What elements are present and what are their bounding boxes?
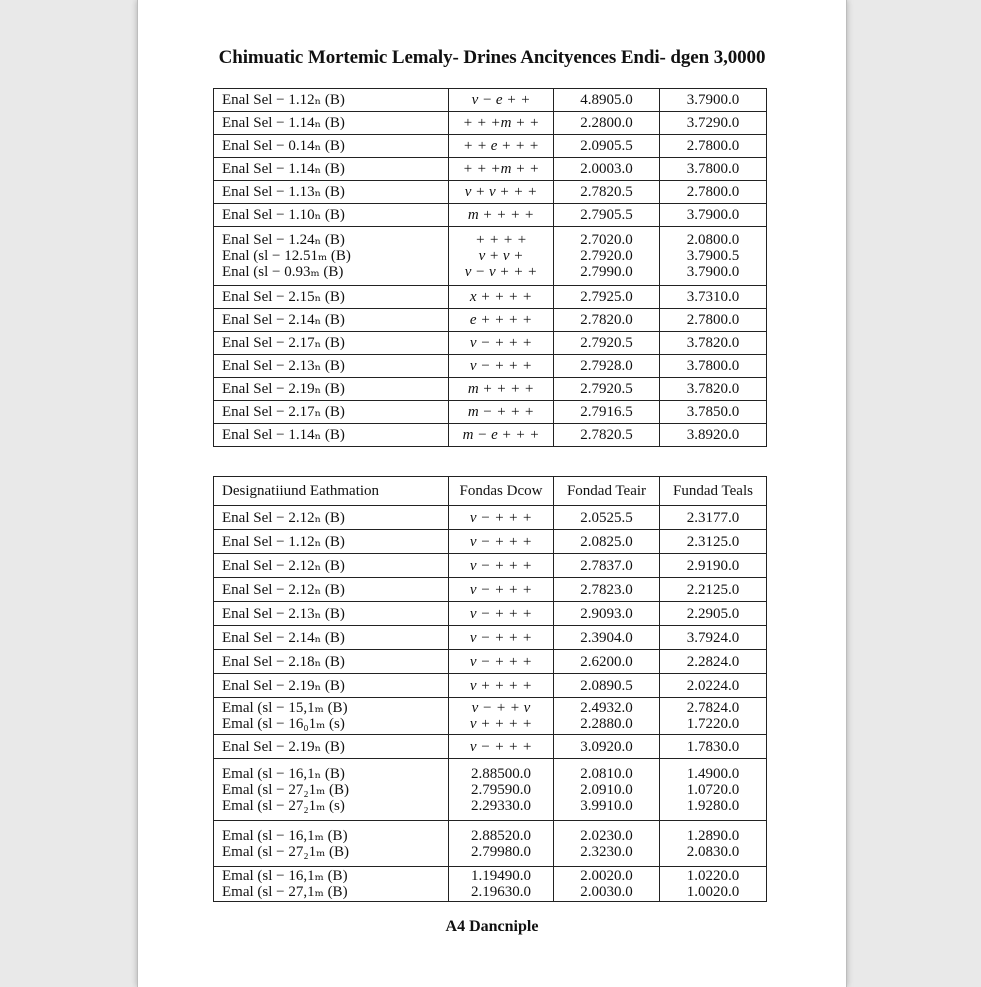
table-cell-fondad-tear (554, 332, 660, 355)
cell-line: Emal (sl − 27₂1ₘ (s) (222, 797, 345, 814)
cell-line: 3.7820.0 (686, 381, 740, 397)
table-cell-fondad-tear (554, 112, 660, 135)
cell-line: v − + + v (471, 700, 531, 716)
cell-line: v − + + + (469, 738, 533, 755)
cell-line: 2.7820.0 (580, 312, 633, 328)
table-cell-designation (214, 112, 449, 135)
cell-line: Enal Sel − 1.13ₙ (B) (222, 184, 345, 200)
table-cell-fundad-teals (660, 674, 767, 698)
cell-line: 2.0910.0 (580, 781, 633, 798)
cell-line: v − v + + + (464, 264, 538, 280)
column-header-fundad-teals: Fundad Teals (660, 477, 767, 506)
cell-line: Enal Sel − 1.14ₙ (B) (222, 161, 345, 177)
table-cell-fondas-dcow (449, 530, 554, 554)
cell-line: 2.7823.0 (580, 581, 633, 598)
cell-line: Enal Sel − 1.24ₙ (B) (222, 232, 345, 248)
table-row (214, 204, 767, 227)
table-cell-designation (214, 530, 449, 554)
table-row (214, 530, 767, 554)
table-row (214, 554, 767, 578)
cell-line: 3.7900.0 (686, 92, 740, 108)
cell-line: v + + + + (469, 716, 533, 732)
cell-line: 2.7800.0 (686, 138, 740, 154)
cell-line: 2.3177.0 (686, 509, 740, 526)
table-cell-designation (214, 578, 449, 602)
table-row (214, 424, 767, 447)
table-cell-fondas-dcow (449, 332, 554, 355)
table-row (214, 759, 767, 821)
data-table-1 (213, 88, 767, 447)
cell-line: 2.79980.0 (471, 843, 531, 860)
cell-line: Enal Sel − 2.19ₙ (B) (222, 381, 345, 397)
cell-line: + + +m + + (462, 115, 540, 131)
cell-line: 2.0003.0 (580, 161, 633, 177)
table-cell-designation (214, 89, 449, 112)
table-cell-designation (214, 698, 449, 735)
table-cell-fondad-tear (554, 355, 660, 378)
document-footer: A4 Dancniple (445, 918, 539, 935)
table-cell-fondas-dcow (449, 112, 554, 135)
cell-line: 3.7924.0 (686, 629, 740, 646)
cell-line: 2.2824.0 (686, 653, 740, 670)
table-cell-fundad-teals (660, 602, 767, 626)
cell-line: Emal (sl − 16,1ₙ (B) (222, 765, 345, 782)
table-cell-designation (214, 158, 449, 181)
cell-line: 3.7800.0 (686, 161, 740, 177)
table-cell-fondad-tear (554, 578, 660, 602)
table-cell-fundad-teals (660, 89, 767, 112)
cell-line: Enal Sel − 0.14ₙ (B) (222, 138, 345, 154)
table-cell-fondad-tear (554, 378, 660, 401)
cell-line: Emal (sl − 27,1ₘ (B) (222, 884, 348, 900)
cell-line: 2.2800.0 (580, 115, 633, 131)
cell-line: 1.0220.0 (686, 868, 740, 884)
table-cell-fondas-dcow (449, 181, 554, 204)
cell-line: 2.0810.0 (580, 765, 633, 782)
table-cell-fondad-tear (554, 181, 660, 204)
cell-line: 2.3904.0 (580, 629, 633, 646)
cell-line: 2.2125.0 (686, 581, 740, 598)
table-cell-fondad-tear (554, 867, 660, 902)
cell-line: 2.7990.0 (580, 264, 633, 280)
cell-line: 2.0030.0 (580, 884, 633, 900)
cell-line: 3.8920.0 (686, 427, 740, 443)
table-cell-fondas-dcow (449, 378, 554, 401)
cell-line: 2.0825.0 (580, 533, 633, 550)
cell-line: 2.6200.0 (580, 653, 633, 670)
table-cell-fondas-dcow (449, 674, 554, 698)
cell-line: v − + + + (469, 581, 533, 598)
cell-line: 2.0905.5 (580, 138, 633, 154)
cell-line: 2.0230.0 (580, 827, 633, 844)
cell-line: 2.7905.5 (580, 207, 633, 223)
cell-line: 2.7928.0 (580, 358, 633, 374)
table-cell-fundad-teals (660, 158, 767, 181)
table-cell-fondad-tear (554, 424, 660, 447)
cell-line: 2.0830.0 (686, 843, 740, 860)
table-cell-designation (214, 867, 449, 902)
table-cell-fundad-teals (660, 135, 767, 158)
table-cell-fondas-dcow (449, 204, 554, 227)
cell-line: 2.3125.0 (686, 533, 740, 550)
data-table-2 (213, 476, 767, 902)
cell-line: m + + + + (467, 207, 535, 223)
table-cell-fundad-teals (660, 112, 767, 135)
cell-line: 2.88500.0 (471, 765, 531, 782)
cell-line: v − + + + (469, 629, 533, 646)
cell-line: Enal Sel − 2.14ₙ (B) (222, 629, 345, 646)
table-cell-fondad-tear (554, 698, 660, 735)
table-cell-designation (214, 506, 449, 530)
cell-line: 2.2905.0 (686, 605, 740, 622)
table-cell-fundad-teals (660, 378, 767, 401)
cell-line: 1.7830.0 (686, 738, 740, 755)
cell-line: m + + + + (467, 381, 535, 397)
table-row (214, 135, 767, 158)
table-cell-fondas-dcow (449, 759, 554, 821)
cell-line: Enal Sel − 2.19ₙ (B) (222, 738, 345, 755)
table-cell-designation (214, 355, 449, 378)
cell-line: Enal Sel − 2.17ₙ (B) (222, 335, 345, 351)
table-cell-fundad-teals (660, 626, 767, 650)
table-row (214, 355, 767, 378)
cell-line: 2.9093.0 (580, 605, 633, 622)
cell-line: 2.9190.0 (686, 557, 740, 574)
cell-line: 1.0720.0 (686, 781, 740, 798)
cell-line: 3.7900.0 (686, 207, 740, 223)
table-cell-fondad-tear (554, 759, 660, 821)
cell-line: + + e + + + (462, 138, 540, 154)
cell-line: Emal (sl − 15,1ₘ (B) (222, 700, 348, 716)
table-row (214, 735, 767, 759)
table-cell-designation (214, 424, 449, 447)
table-cell-fondas-dcow (449, 227, 554, 286)
table-row (214, 309, 767, 332)
table-cell-designation (214, 309, 449, 332)
table-cell-fundad-teals (660, 578, 767, 602)
cell-line: Enal (sl − 12.51ₘ (B) (222, 248, 351, 264)
cell-line: 3.7310.0 (686, 289, 740, 305)
table-cell-designation (214, 602, 449, 626)
table-cell-fondad-tear (554, 401, 660, 424)
table-cell-fondad-tear (554, 506, 660, 530)
table-cell-fondad-tear (554, 626, 660, 650)
table-cell-fundad-teals (660, 286, 767, 309)
table-cell-fundad-teals (660, 698, 767, 735)
table-cell-fondas-dcow (449, 578, 554, 602)
table-cell-designation (214, 554, 449, 578)
table-cell-fondad-tear (554, 674, 660, 698)
table-cell-fundad-teals (660, 530, 767, 554)
table-row (214, 506, 767, 530)
table-row (214, 602, 767, 626)
table-cell-fondad-tear (554, 227, 660, 286)
table-cell-fundad-teals (660, 424, 767, 447)
cell-line: x + + + + (469, 289, 533, 305)
cell-line: v − + + + (469, 335, 533, 351)
table-cell-fundad-teals (660, 181, 767, 204)
table-cell-fundad-teals (660, 355, 767, 378)
table-cell-fundad-teals (660, 821, 767, 867)
column-header-designation: Designatiiund Eathmation (214, 477, 449, 506)
cell-line: 1.9280.0 (686, 797, 740, 814)
table-cell-fondad-tear (554, 286, 660, 309)
cell-line: 1.4900.0 (686, 765, 740, 782)
document-title: Chimuatic Mortemic Lemaly- Drines Ancityences Endi- dgen 3,0000 (218, 47, 766, 68)
table-row (214, 578, 767, 602)
table-cell-designation (214, 227, 449, 286)
table-cell-fondas-dcow (449, 650, 554, 674)
table-cell-fundad-teals (660, 554, 767, 578)
cell-line: Enal Sel − 1.10ₙ (B) (222, 207, 345, 223)
table-cell-fondad-tear (554, 309, 660, 332)
table-cell-designation (214, 332, 449, 355)
cell-line: e + + + + (469, 312, 533, 328)
cell-line: + + + + (475, 232, 527, 248)
table-row (214, 401, 767, 424)
cell-line: 2.7020.0 (580, 232, 633, 248)
data-table-1-body (214, 89, 767, 447)
table-cell-designation (214, 650, 449, 674)
cell-line: 2.2880.0 (580, 716, 633, 732)
table-cell-fundad-teals (660, 204, 767, 227)
table-row (214, 332, 767, 355)
cell-line: 3.0920.0 (580, 738, 633, 755)
data-table-2-body (214, 506, 767, 902)
cell-line: 3.7290.0 (686, 115, 740, 131)
table-cell-fondas-dcow (449, 286, 554, 309)
cell-line: Enal Sel − 1.14ₙ (B) (222, 115, 345, 131)
table-cell-fondad-tear (554, 735, 660, 759)
table-cell-designation (214, 286, 449, 309)
table-cell-designation (214, 204, 449, 227)
cell-line: v − + + + (469, 653, 533, 670)
table-cell-fondad-tear (554, 89, 660, 112)
cell-line: 2.7800.0 (686, 312, 740, 328)
cell-line: Enal Sel − 2.13ₙ (B) (222, 358, 345, 374)
cell-line: 2.0890.5 (580, 677, 633, 694)
cell-line: v − + + + (469, 509, 533, 526)
table-cell-designation (214, 626, 449, 650)
table-cell-fondas-dcow (449, 89, 554, 112)
table-row (214, 89, 767, 112)
table-cell-fondad-tear (554, 554, 660, 578)
table-cell-fondad-tear (554, 650, 660, 674)
table-cell-designation (214, 181, 449, 204)
table-cell-fondad-tear (554, 602, 660, 626)
cell-line: Enal Sel − 1.12ₙ (B) (222, 533, 345, 550)
cell-line: Emal (sl − 16,1ₘ (B) (222, 868, 348, 884)
cell-line: v + + + + (469, 677, 533, 694)
cell-line: 3.7900.5 (686, 248, 740, 264)
table-row (214, 650, 767, 674)
table-cell-designation (214, 378, 449, 401)
cell-line: + + +m + + (462, 161, 540, 177)
cell-line: 1.2890.0 (686, 827, 740, 844)
cell-line: Emal (sl − 16,1ₘ (B) (222, 827, 348, 844)
cell-line: Enal Sel − 2.12ₙ (B) (222, 581, 345, 598)
cell-line: 2.4932.0 (580, 700, 633, 716)
table-cell-fondad-tear (554, 204, 660, 227)
table-cell-designation (214, 401, 449, 424)
column-header-fondad-tear: Fondad Teair (554, 477, 660, 506)
table-cell-fondad-tear (554, 135, 660, 158)
cell-line: 3.7850.0 (686, 404, 740, 420)
cell-line: 2.79590.0 (471, 781, 531, 798)
cell-line: Enal Sel − 2.18ₙ (B) (222, 653, 345, 670)
cell-line: 2.7837.0 (580, 557, 633, 574)
cell-line: Enal Sel − 2.14ₙ (B) (222, 312, 345, 328)
cell-line: 2.7920.5 (580, 381, 633, 397)
table-cell-fundad-teals (660, 332, 767, 355)
cell-line: 2.7800.0 (686, 184, 740, 200)
table-cell-fondas-dcow (449, 867, 554, 902)
column-header-fondas-dcow: Fondas Dcow (449, 477, 554, 506)
cell-line: Enal Sel − 2.15ₙ (B) (222, 289, 345, 305)
table-cell-fundad-teals (660, 735, 767, 759)
cell-line: 2.29330.0 (471, 797, 531, 814)
cell-line: 2.7820.5 (580, 184, 633, 200)
table-cell-fondas-dcow (449, 506, 554, 530)
cell-line: 2.0800.0 (686, 232, 740, 248)
table-cell-fundad-teals (660, 867, 767, 902)
cell-line: 2.7820.5 (580, 427, 633, 443)
table-cell-fondad-tear (554, 158, 660, 181)
cell-line: Enal Sel − 2.17ₙ (B) (222, 404, 345, 420)
table-cell-fondas-dcow (449, 158, 554, 181)
cell-line: 2.0224.0 (686, 677, 740, 694)
table-cell-fondad-tear (554, 530, 660, 554)
cell-line: 4.8905.0 (580, 92, 633, 108)
cell-line: 2.0020.0 (580, 868, 633, 884)
table-cell-fondas-dcow (449, 821, 554, 867)
cell-line: Enal Sel − 2.12ₙ (B) (222, 509, 345, 526)
table-row (214, 626, 767, 650)
cell-line: 1.0020.0 (686, 884, 740, 900)
cell-line: Enal (sl − 0.93ₘ (B) (222, 264, 344, 280)
cell-line: 2.7920.5 (580, 335, 633, 351)
table-row (214, 821, 767, 867)
cell-line: 2.3230.0 (580, 843, 633, 860)
cell-line: Enal Sel − 2.13ₙ (B) (222, 605, 345, 622)
table-row (214, 867, 767, 902)
cell-line: 2.88520.0 (471, 827, 531, 844)
cell-line: 1.19490.0 (471, 868, 531, 884)
table-cell-fundad-teals (660, 401, 767, 424)
table-cell-fondas-dcow (449, 554, 554, 578)
cell-line: 3.7820.0 (686, 335, 740, 351)
cell-line: v − + + + (469, 605, 533, 622)
table-cell-fundad-teals (660, 759, 767, 821)
table-cell-designation (214, 759, 449, 821)
table-cell-designation (214, 821, 449, 867)
cell-line: m − + + + (467, 404, 535, 420)
table-cell-fondas-dcow (449, 602, 554, 626)
cell-line: v − + + + (469, 358, 533, 374)
cell-line: v + v + (478, 248, 524, 264)
table-cell-fondas-dcow (449, 401, 554, 424)
table-row (214, 181, 767, 204)
table-row (214, 698, 767, 735)
table-cell-fondas-dcow (449, 424, 554, 447)
cell-line: Enal Sel − 2.12ₙ (B) (222, 557, 345, 574)
cell-line: m − e + + + (462, 427, 540, 443)
table-cell-designation (214, 135, 449, 158)
cell-line: Emal (sl − 27₂1ₘ (B) (222, 781, 350, 798)
cell-line: v − e + + (471, 92, 531, 108)
table-cell-fondas-dcow (449, 698, 554, 735)
cell-line: v − + + + (469, 557, 533, 574)
table-row (214, 378, 767, 401)
table-cell-fundad-teals (660, 309, 767, 332)
table-row (214, 112, 767, 135)
cell-line: 3.9910.0 (580, 797, 633, 814)
table-header-row (214, 477, 767, 506)
table-cell-fundad-teals (660, 227, 767, 286)
table-row (214, 286, 767, 309)
cell-line: 3.7900.0 (686, 264, 740, 280)
cell-line: 2.7824.0 (686, 700, 740, 716)
table-cell-designation (214, 674, 449, 698)
cell-line: Emal (sl − 27₂1ₘ (B) (222, 843, 350, 860)
cell-line: 3.7800.0 (686, 358, 740, 374)
table-cell-fondad-tear (554, 821, 660, 867)
table-cell-fundad-teals (660, 650, 767, 674)
table-cell-fondas-dcow (449, 735, 554, 759)
document-page (137, 0, 847, 987)
cell-line: Enal Sel − 1.12ₙ (B) (222, 92, 345, 108)
table-cell-fundad-teals (660, 506, 767, 530)
table-cell-fondas-dcow (449, 355, 554, 378)
cell-line: Enal Sel − 1.14ₙ (B) (222, 427, 345, 443)
cell-line: v − + + + (469, 533, 533, 550)
cell-line: 2.7925.0 (580, 289, 633, 305)
table-row (214, 158, 767, 181)
cell-line: 2.0525.5 (580, 509, 633, 526)
table-cell-designation (214, 735, 449, 759)
cell-line: 2.7916.5 (580, 404, 633, 420)
cell-line: Emal (sl − 16₀1ₘ (s) (222, 716, 345, 732)
table-cell-fondas-dcow (449, 626, 554, 650)
table-cell-fondas-dcow (449, 135, 554, 158)
cell-line: Enal Sel − 2.19ₙ (B) (222, 677, 345, 694)
cell-line: 2.19630.0 (471, 884, 531, 900)
cell-line: 1.7220.0 (686, 716, 740, 732)
cell-line: 2.7920.0 (580, 248, 633, 264)
cell-line: v + v + + + (464, 184, 538, 200)
table-cell-fondas-dcow (449, 309, 554, 332)
table-row (214, 674, 767, 698)
table-row (214, 227, 767, 286)
